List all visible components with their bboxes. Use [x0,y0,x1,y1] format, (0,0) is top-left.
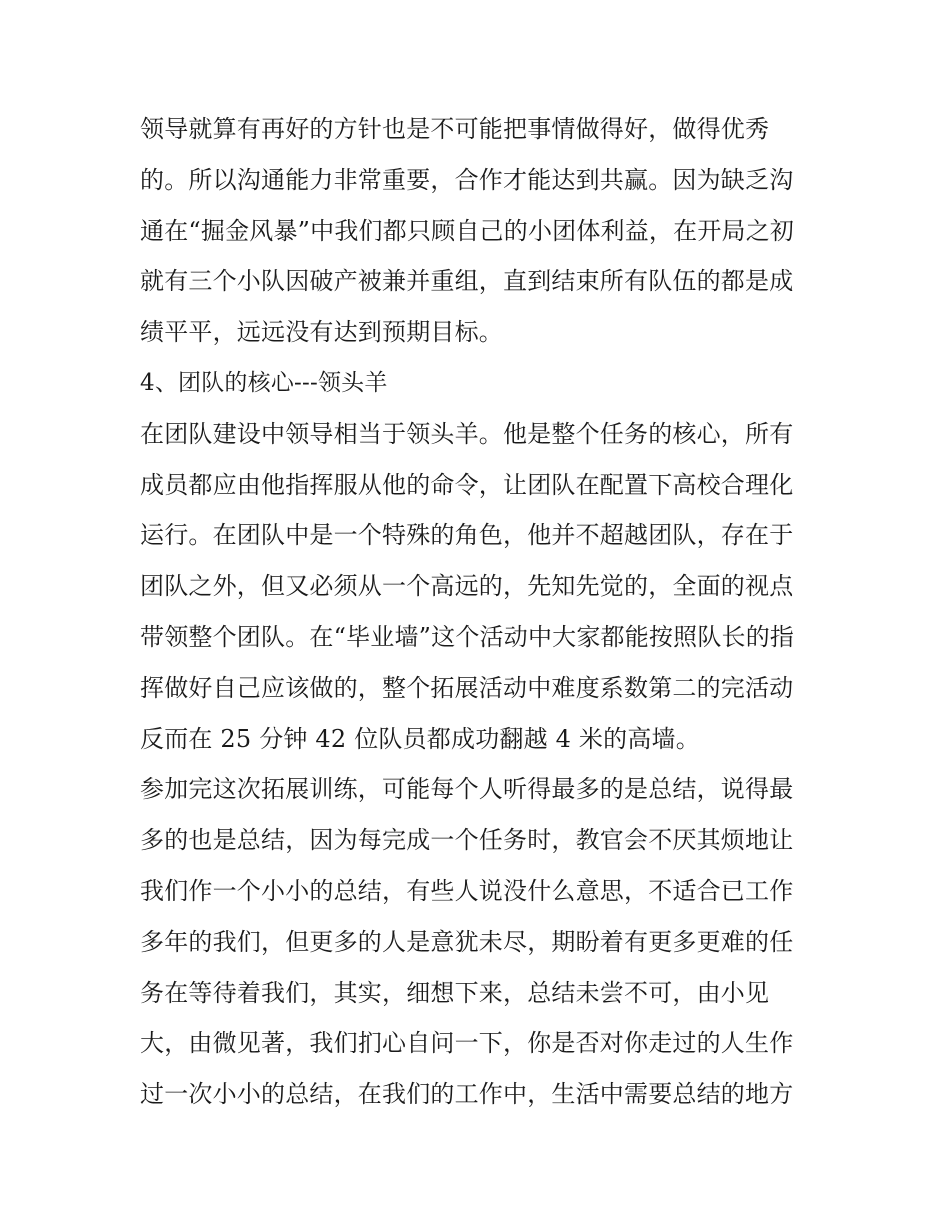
text-line: 反而在 25 分钟 42 位队员都成功翻越 4 米的高墙。 [140,724,700,753]
text-line: 挥做好自己应该做的，整个拓展活动中难度系数第二的完活动 [140,673,794,702]
text-line: 在团队建设中领导相当于领头羊。他是整个任务的核心，所有 [140,419,794,448]
text-line: 运行。在团队中是一个特殊的角色，他并不超越团队，存在于 [140,521,794,550]
text-line: 成员都应由他指挥服从他的命令，让团队在配置下高校合理化 [140,470,794,499]
text-line: 的。所以沟通能力非常重要，合作才能达到共赢。因为缺乏沟 [140,165,794,194]
text-line: 就有三个小队因破产被兼并重组，直到结束所有队伍的都是成 [140,267,794,296]
text-line: 通在“掘金风暴”中我们都只顾自己的小团体利益，在开局之初 [140,216,795,245]
text-line: 过一次小小的总结，在我们的工作中，生活中需要总结的地方 [140,1080,794,1109]
text-line: 团队之外，但又必须从一个高远的，先知先觉的，全面的视点 [140,572,794,601]
text-line: 多的也是总结，因为每完成一个任务时，教官会不厌其烦地让 [140,826,794,855]
document-body [140,104,820,1120]
section-heading: 4、团队的核心---领头羊 [140,369,388,396]
text-line: 务在等待着我们，其实，细想下来，总结未尝不可，由小见 [140,978,770,1007]
text-line: 多年的我们，但更多的人是意犹未尽，期盼着有更多更难的任 [140,927,794,956]
text-line: 领导就算有再好的方针也是不可能把事情做得好，做得优秀 [140,115,770,143]
text-line: 我们作一个小小的总结，有些人说没什么意思，不适合已工作 [140,876,794,905]
text-line: 大，由微见著，我们扪心自问一下，你是否对你走过的人生作 [140,1029,794,1058]
text-line: 带领整个团队。在“毕业墙”这个活动中大家都能按照队长的指 [140,622,795,651]
text-line: 参加完这次拓展训练，可能每个人听得最多的是总结，说得最 [140,775,794,804]
text-line: 绩平平，远远没有达到预期目标。 [140,318,503,347]
